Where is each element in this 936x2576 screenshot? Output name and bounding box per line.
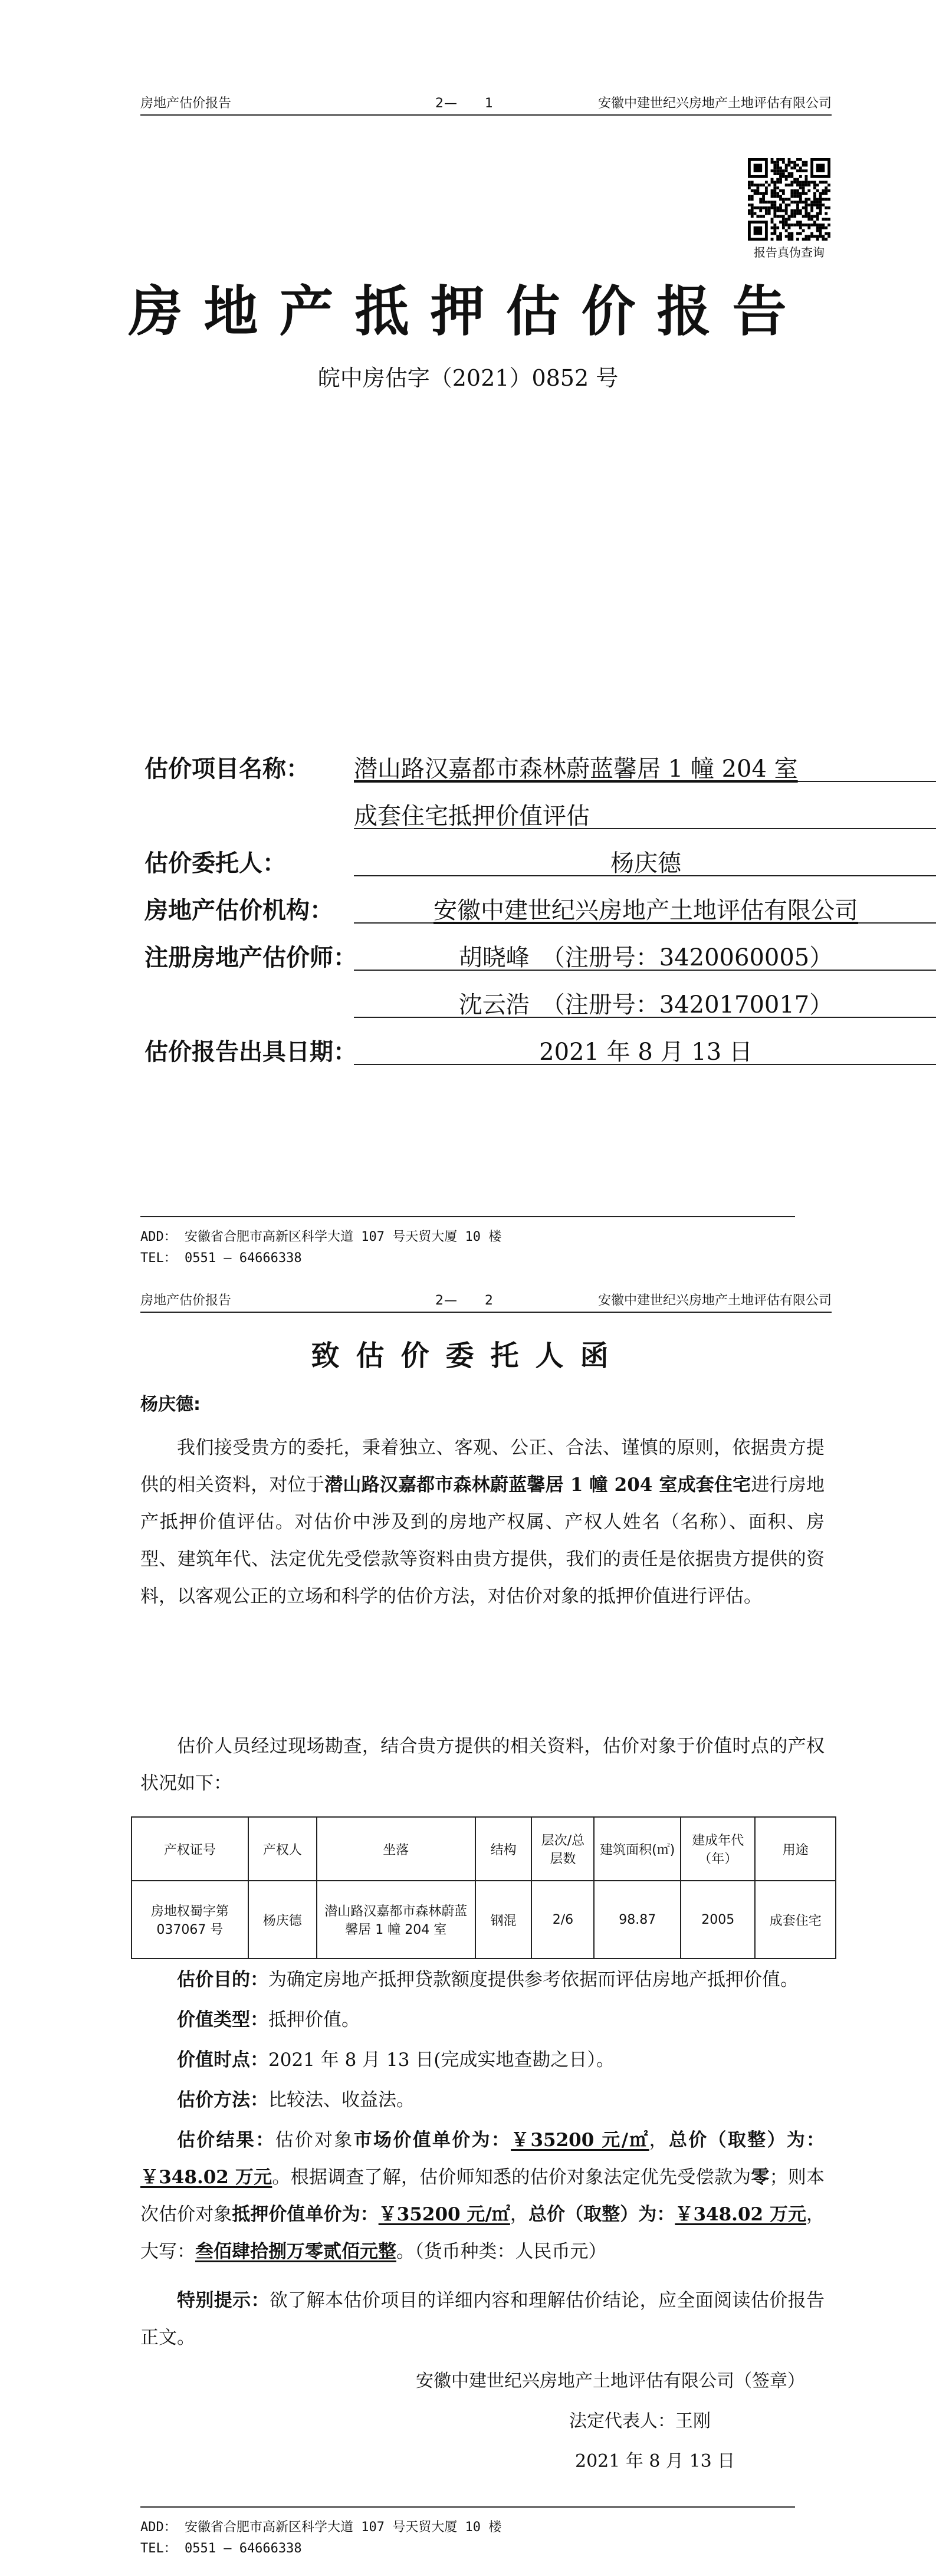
header-company: 安徽中建世纪兴房地产土地评估有限公司 bbox=[597, 1293, 832, 1308]
field-value: 杨庆德 bbox=[354, 845, 936, 876]
method-line: 估价方法：比较法、收益法。 bbox=[177, 2089, 415, 2111]
qr-code-icon[interactable] bbox=[748, 158, 830, 241]
footer-rule bbox=[140, 2506, 795, 2508]
col-header: 层次/总层数 bbox=[531, 1817, 594, 1881]
header-left: 房地产估价报告 bbox=[140, 96, 232, 111]
property-rights-table bbox=[131, 1816, 836, 1959]
field-label: 房地产估价机构： bbox=[144, 897, 333, 924]
purpose-line: 估价目的：为确定房地产抵押贷款额度提供参考依据而评估房地产抵押价值。 bbox=[177, 1969, 799, 1990]
page-header bbox=[140, 1290, 832, 1313]
table-header-row bbox=[132, 1817, 836, 1881]
cell-cert-no: 房地权蜀字第 037067 号 bbox=[132, 1881, 248, 1959]
cell-use: 成套住宅 bbox=[755, 1881, 836, 1959]
sign-date: 2021 年 8 月 13 日 bbox=[575, 2451, 735, 2472]
field-label: 注册房地产估价师： bbox=[144, 944, 357, 971]
field-value: 2021 年 8 月 13 日 bbox=[354, 1033, 936, 1065]
col-header: 产权证号 bbox=[132, 1817, 248, 1881]
col-header: 产权人 bbox=[248, 1817, 317, 1881]
letter-title: 致估价委托人函 bbox=[311, 1339, 625, 1372]
field-value: 安徽中建世纪兴房地产土地评估有限公司 bbox=[354, 892, 936, 924]
footer-rule bbox=[140, 1216, 795, 1217]
report-title: 房地产抵押估价报告 bbox=[128, 280, 808, 343]
qr-caption: 报告真伪查询 bbox=[754, 245, 825, 259]
property-address: 潜山路汉嘉都市森林蔚蓝馨居 1 幢 204 室成套住宅 bbox=[324, 1474, 751, 1496]
value-date-line: 价值时点：2021 年 8 月 13 日(完成实地查勘之日）。 bbox=[177, 2049, 615, 2071]
letter-page bbox=[0, 1286, 936, 2576]
col-header: 建成年代（年） bbox=[681, 1817, 755, 1881]
header-left: 房地产估价报告 bbox=[140, 1293, 232, 1308]
inspection-paragraph: 估价人员经过现场勘查，结合贵方提供的相关资料，估价对象于价值时点的产权状况如下： bbox=[140, 1736, 825, 1794]
value-type-line: 价值类型：抵押价值。 bbox=[177, 2009, 360, 2030]
field-value: 胡晓峰 （注册号：3420060005） bbox=[354, 939, 936, 971]
field-label: 估价委托人： bbox=[144, 850, 286, 877]
cell-owner: 杨庆德 bbox=[248, 1881, 317, 1959]
field-value: 成套住宅抵押价值评估 bbox=[354, 797, 936, 829]
intro-paragraph: 我们接受贵方的委托，秉着独立、客观、公正、合法、谨慎的原则，依据贵方提供的相关资料，对位于潜山路汉嘉都市森林蔚蓝馨居 1 幢 204 室成套住宅进行房地产抵押价值评估。对估价中涉及到的房地产权属、产权人姓名（名称）、面积、房型、建筑年代、法定优先受偿款等资料由贵方提供，我们的责任是依据贵方提供的资料，以客观公正的立场和科学的估价方法，对估价对象的抵押价值进行评估。 bbox=[140, 1437, 825, 1607]
footer-address: ADD： 安徽省合肥市高新区科学大道 107 号天贸大厦 10 楼 bbox=[140, 2520, 502, 2535]
special-note-paragraph: 特别提示：欲了解本估价项目的详细内容和理解估价结论，应全面阅读估价报告正文。 bbox=[140, 2290, 825, 2348]
cell-floor: 2/6 bbox=[531, 1881, 594, 1959]
cell-year: 2005 bbox=[681, 1881, 755, 1959]
sign-company: 安徽中建世纪兴房地产土地评估有限公司（签章） bbox=[416, 2371, 805, 2391]
col-header: 建筑面积(㎡) bbox=[594, 1817, 681, 1881]
field-value: 潜山路汉嘉都市森林蔚蓝馨居 1 幢 204 室 bbox=[354, 750, 936, 782]
result-paragraph: 估价结果：估价对象市场价值单价为：￥35200 元/㎡，总价（取整）为：￥348.02 万元。根据调查了解，估价师知悉的估价对象法定优先受偿款为零；则本次估价对象抵押价值单价为：￥35200 元/㎡，总价（取整）为：￥348.02 万元，大写：叁佰肆拾捌万零贰佰元整。（货币种类：人民币元） bbox=[140, 2130, 825, 2262]
header-page-number: 2— 2 bbox=[435, 1293, 494, 1308]
header-company: 安徽中建世纪兴房地产土地评估有限公司 bbox=[597, 96, 832, 111]
footer-phone: TEL： 0551 — 64666338 bbox=[140, 2541, 302, 2556]
report-cover-page bbox=[0, 0, 936, 1286]
page-header bbox=[140, 93, 832, 116]
footer-phone: TEL： 0551 — 64666338 bbox=[140, 1251, 302, 1266]
sign-representative: 法定代表人：王刚 bbox=[569, 2411, 711, 2432]
field-label: 估价项目名称： bbox=[144, 755, 310, 783]
table-row bbox=[132, 1881, 836, 1959]
footer-address: ADD： 安徽省合肥市高新区科学大道 107 号天贸大厦 10 楼 bbox=[140, 1230, 502, 1244]
salutation: 杨庆德: bbox=[140, 1394, 201, 1415]
col-header: 用途 bbox=[755, 1817, 836, 1881]
cell-area: 98.87 bbox=[594, 1881, 681, 1959]
document-number: 皖中房估字（2021）0852 号 bbox=[317, 365, 619, 391]
header-page-number: 2— 1 bbox=[435, 96, 494, 111]
field-label: 估价报告出具日期： bbox=[144, 1039, 357, 1066]
cell-structure: 钢混 bbox=[475, 1881, 532, 1959]
col-header: 结构 bbox=[475, 1817, 532, 1881]
field-value: 沈云浩 （注册号：3420170017） bbox=[354, 986, 936, 1018]
col-header: 坐落 bbox=[317, 1817, 475, 1881]
cell-location: 潜山路汉嘉都市森林蔚蓝馨居 1 幢 204 室 bbox=[317, 1881, 475, 1959]
